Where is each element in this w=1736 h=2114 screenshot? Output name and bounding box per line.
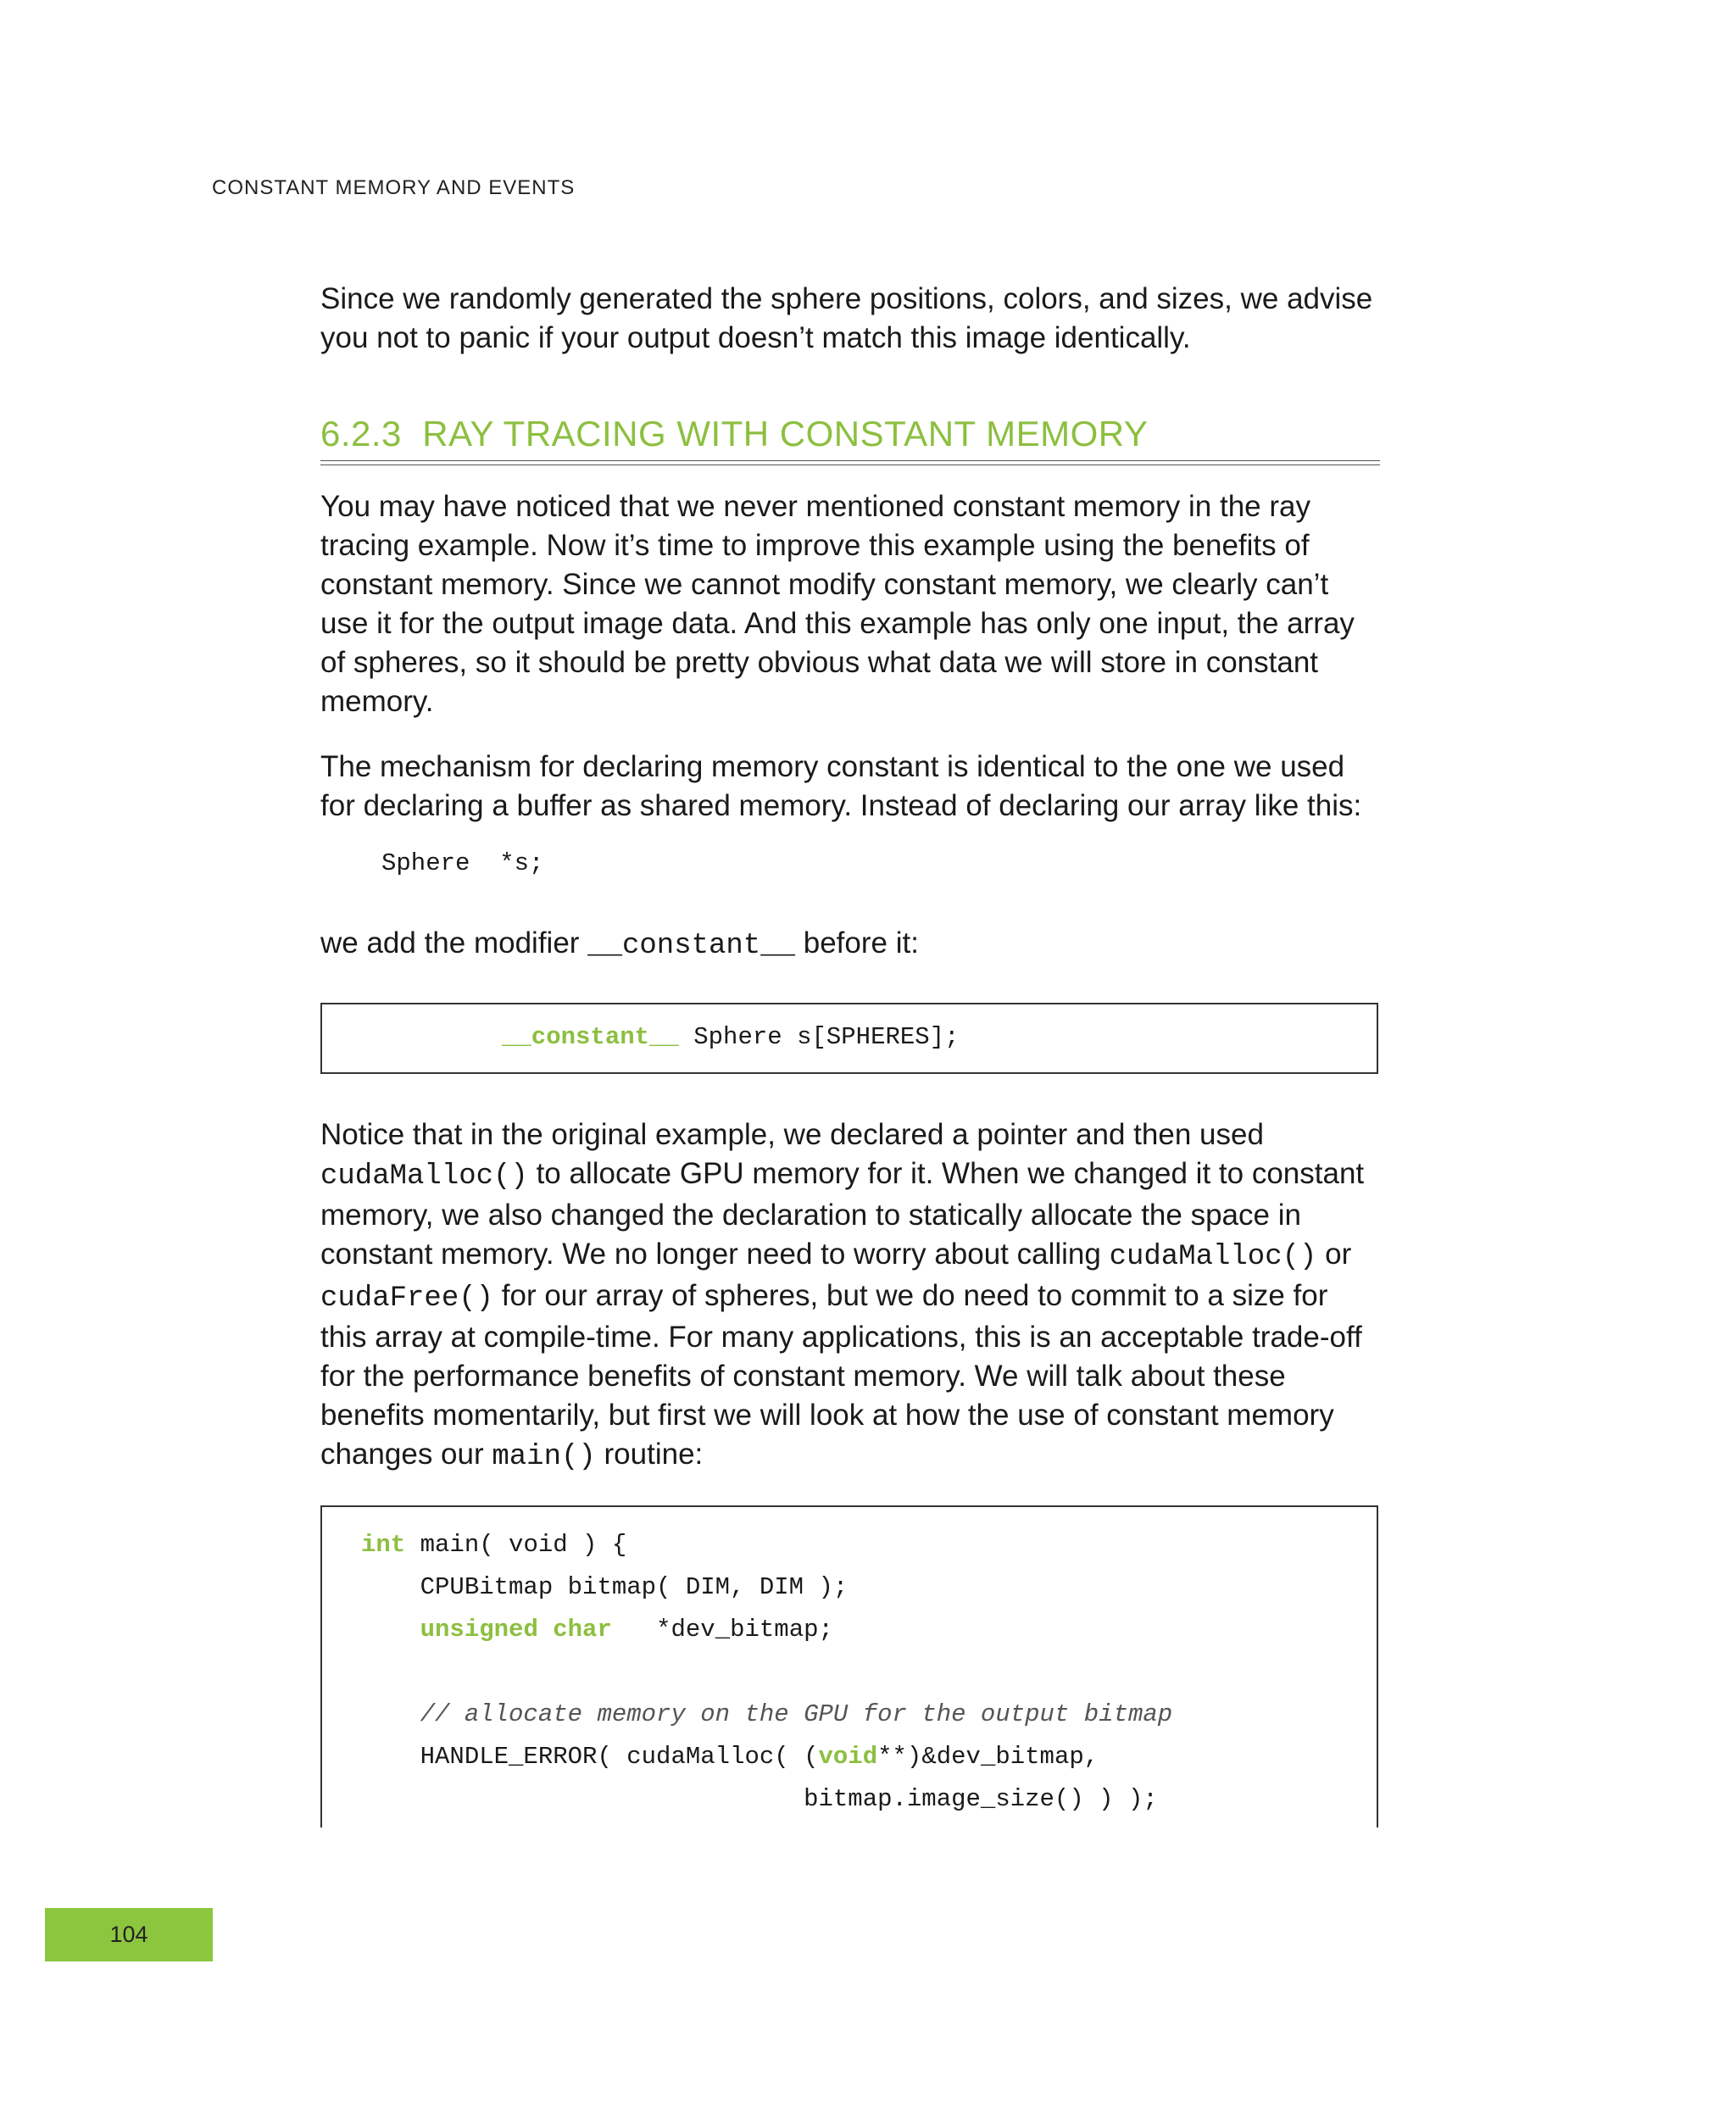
inline-code-sphere	[381, 849, 543, 877]
code-line-4-blank	[361, 1651, 1172, 1694]
code-keyword-constant: __constant__	[502, 1023, 679, 1051]
section-heading	[320, 414, 1380, 461]
paragraph-4	[320, 1115, 1380, 1477]
section-title: RAY TRACING WITH CONSTANT MEMORY	[422, 414, 1149, 453]
paragraph-3-code: __constant__	[587, 930, 796, 962]
section-number: 6.2.3	[320, 414, 402, 453]
p4-t3: or	[1316, 1238, 1352, 1271]
code-line-constant	[502, 1023, 960, 1051]
paragraph-2	[320, 748, 1380, 826]
p4-c1: cudaMalloc()	[320, 1160, 528, 1193]
paragraph-3-before: we add the modifier	[320, 926, 588, 960]
code-block-main	[320, 1505, 1378, 1827]
inline-code-line: Sphere *s;	[381, 849, 544, 877]
code-line-6-a: HANDLE_ERROR( cudaMalloc( (	[361, 1743, 819, 1771]
code-line-1	[361, 1524, 1172, 1566]
p4-c3: cudaFree()	[320, 1282, 494, 1315]
code-line-2: CPUBitmap bitmap( DIM, DIM );	[361, 1573, 849, 1601]
code-line-7: bitmap.image_size() ) );	[361, 1785, 1158, 1813]
paragraph-3-after: before it:	[795, 926, 919, 960]
p4-t5: routine:	[595, 1438, 704, 1471]
code-rest-constant: Sphere s[SPHERES];	[678, 1023, 960, 1051]
p4-c2: cudaMalloc()	[1109, 1241, 1317, 1273]
code-keyword-int: int	[361, 1531, 406, 1559]
p4-t4: for our array of spheres, but we do need to commit to a size for this array at compile-time. For many applications, this is an acceptable trade-off for the performance benefits of constant memory. We will talk about these benefits momentarily, but first we will look at how the use of constant memory changes our	[320, 1279, 1362, 1471]
code-line-3-indent	[361, 1616, 420, 1644]
code-line-3	[361, 1609, 1172, 1651]
paragraph-2-text: The mechanism for declaring memory constant is identical to the one we used for declaring a buffer as shared memory. Instead of declaring our array like this:	[320, 750, 1362, 822]
code-comment-line: // allocate memory on the GPU for the output bitmap	[361, 1700, 1173, 1728]
p4-c4: main()	[492, 1441, 596, 1473]
intro-text: Since we randomly generated the sphere positions, colors, and sizes, we advise you not to panic if your output doesn’t match this image identically.	[320, 282, 1373, 354]
page-number-tab	[45, 1908, 213, 1961]
page-number: 104	[109, 1922, 148, 1947]
code-lines	[361, 1524, 1172, 1821]
paragraph-3	[320, 924, 1380, 965]
code-line-6	[361, 1736, 1172, 1778]
paragraph-1	[320, 487, 1380, 721]
code-block-constant	[320, 1003, 1378, 1074]
running-header: CONSTANT MEMORY AND EVENTS	[212, 176, 576, 199]
code-line-3-rest: *dev_bitmap;	[611, 1616, 833, 1644]
code-keyword-void: void	[818, 1743, 878, 1771]
heading-rule	[320, 460, 1380, 465]
code-line-1-rest: main( void ) {	[405, 1531, 627, 1559]
code-keyword-unsigned-char: unsigned char	[420, 1616, 612, 1644]
intro-paragraph	[320, 280, 1380, 358]
code-line-6-b: **)&dev_bitmap,	[877, 1743, 1099, 1771]
p4-t2: to allocate GPU memory for it. When we changed it to constant memory, we also changed the declaration to statically allocate the space in constant memory. We no longer need to worry about calling	[320, 1157, 1365, 1271]
p4-t1: Notice that in the original example, we declared a pointer and then used	[320, 1118, 1264, 1151]
paragraph-1-text: You may have noticed that we never mentioned constant memory in the ray tracing example. Now it’s time to improve this example using the benefits of constant memory. Since we cannot modify constant memory, we clearly can’t use it for the output image data. And this example has only one input, the array of spheres, so it should be pretty obvious what data we will store in constant memory.	[320, 490, 1355, 718]
